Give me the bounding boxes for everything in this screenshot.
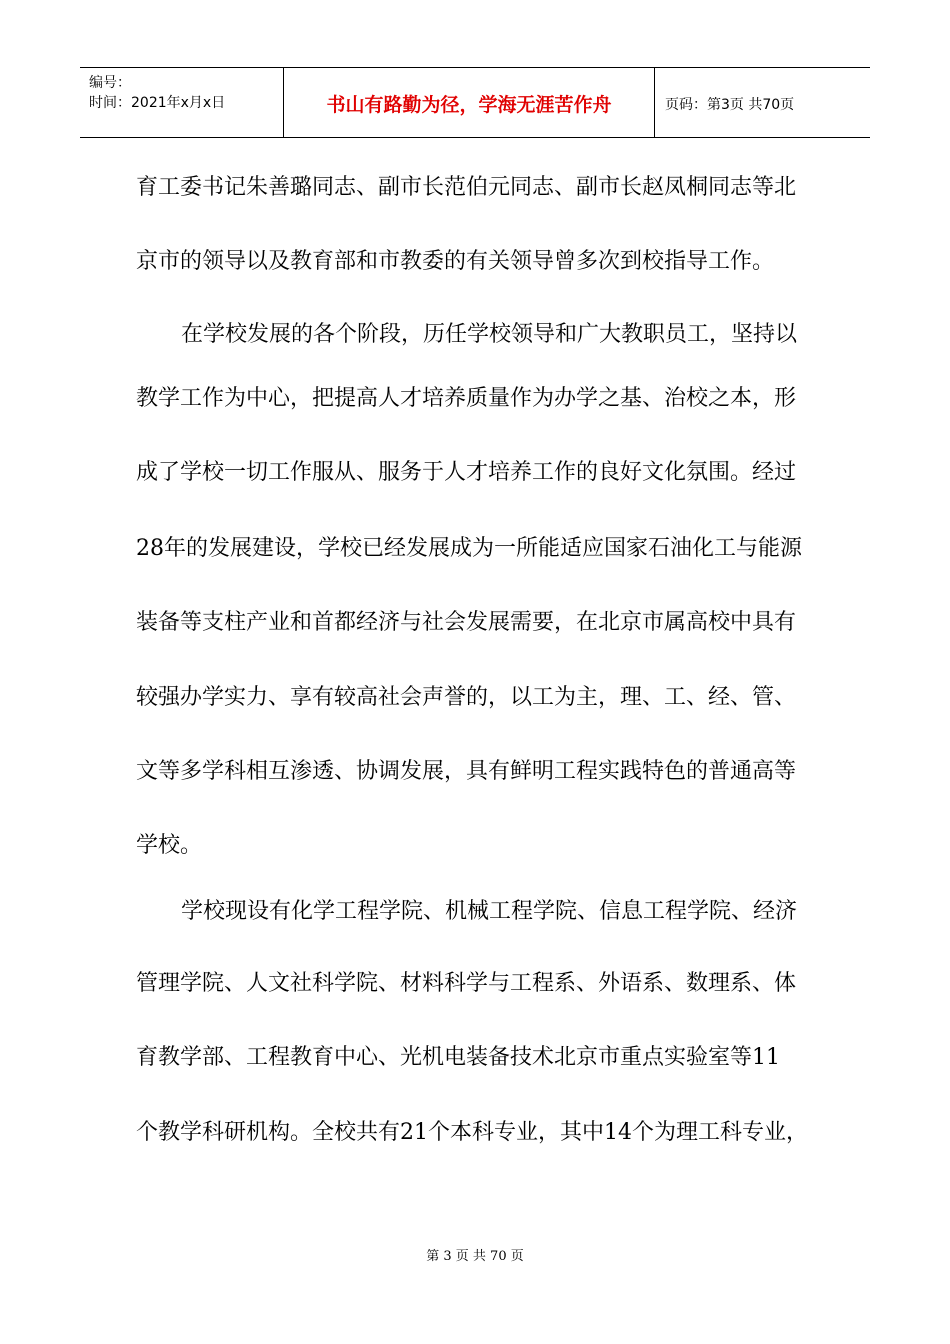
document-number-label: 编号： bbox=[89, 75, 131, 91]
header-motto-cell bbox=[284, 68, 655, 137]
header-page-info: 页码：第3页 共70页 bbox=[665, 97, 795, 113]
paragraph-start-line: 学校现设有化学工程学院、机械工程学院、信息工程学院、经济 bbox=[181, 899, 798, 924]
paragraph-start-line: 在学校发展的各个阶段，历任学校领导和广大教职员工，坚持以 bbox=[181, 322, 798, 347]
body-line: 京市的领导以及教育部和市教委的有关领导曾多次到校指导工作。 bbox=[136, 249, 775, 274]
document-header bbox=[80, 67, 870, 138]
body-line: 较强办学实力、享有较高社会声誉的，以工为主，理、工、经、管、 bbox=[136, 685, 797, 710]
body-line: 育工委书记朱善璐同志、副市长范伯元同志、副市长赵凤桐同志等北 bbox=[136, 175, 797, 200]
body-line: 装备等支柱产业和首都经济与社会发展需要，在北京市属高校中具有 bbox=[136, 610, 797, 635]
body-line: 学校。 bbox=[136, 833, 203, 858]
body-line: 成了学校一切工作服从、服务于人才培养工作的良好文化氛围。经过 bbox=[136, 460, 797, 485]
header-motto: 书山有路勤为径，学海无涯苦作舟 bbox=[326, 94, 612, 116]
body-line: 28年的发展建设，学校已经发展成为一所能适应国家石油化工与能源 bbox=[136, 536, 802, 561]
page-footer: 第 3 页 共 70 页 bbox=[426, 1249, 524, 1264]
body-line: 教学工作为中心，把提高人才培养质量作为办学之基、治校之本，形 bbox=[136, 386, 797, 411]
header-page-cell bbox=[655, 68, 870, 137]
body-line: 育教学部、工程教育中心、光机电装备技术北京市重点实验室等11 bbox=[136, 1045, 780, 1070]
body-line: 个教学科研机构。全校共有21个本科专业，其中14个为理工科专业， bbox=[136, 1120, 808, 1145]
body-line: 管理学院、人文社科学院、材料科学与工程系、外语系、数理系、体 bbox=[136, 971, 797, 996]
header-meta-cell bbox=[80, 68, 284, 137]
body-line: 文等多学科相互渗透、协调发展，具有鲜明工程实践特色的普通高等 bbox=[136, 759, 797, 784]
document-time-label: 时间：2021年x月x日 bbox=[89, 95, 226, 111]
